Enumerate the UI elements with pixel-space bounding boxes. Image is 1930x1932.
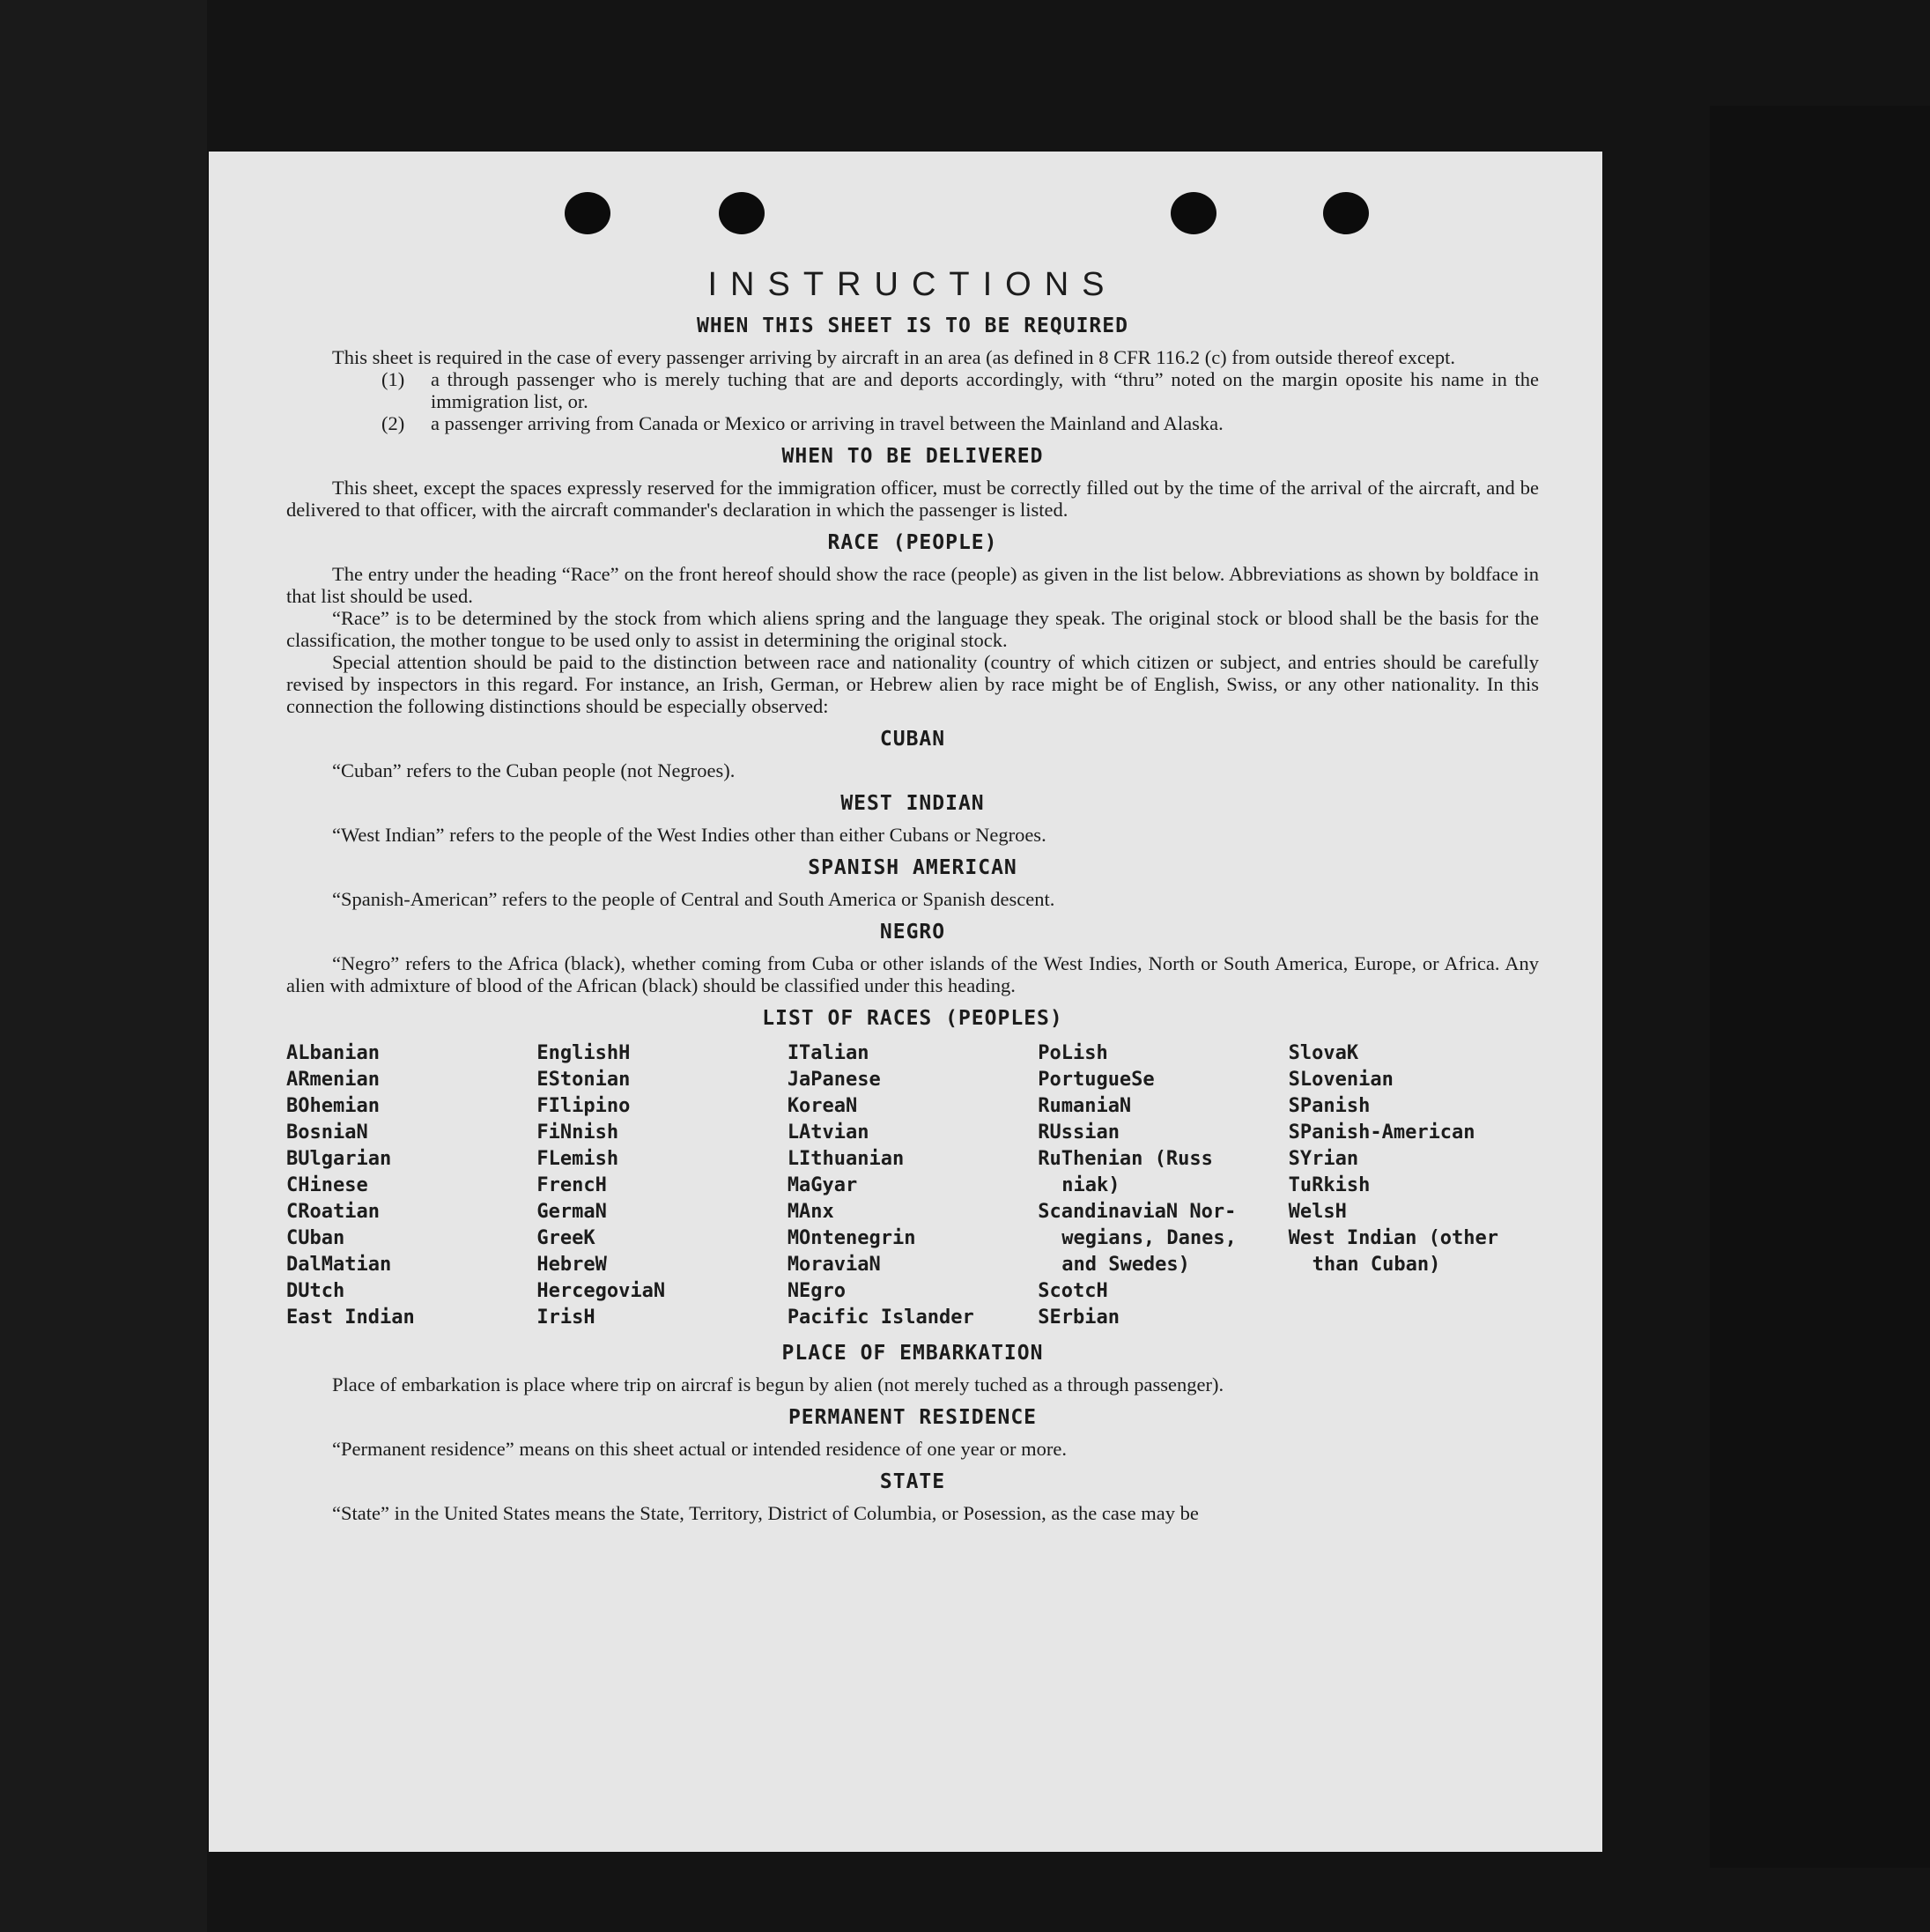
cuban-text: “Cuban” refers to the Cuban people (not Negroes). <box>332 759 736 781</box>
race-column <box>788 1040 1038 1331</box>
race-item: RumaniaN <box>1038 1095 1132 1117</box>
scan-background-right <box>1710 106 1930 1868</box>
race-item: BUlgarian <box>286 1148 392 1170</box>
race-item: CUban <box>286 1227 345 1249</box>
punch-hole <box>565 192 610 234</box>
race-item: RuThenian (Russ <box>1038 1148 1213 1170</box>
negro-text: “Negro” refers to the Africa (black), whether coming from Cuba or other islands of the West Indies, North or South America, Europe, or Africa. Any alien with admixture of blood of the African (black) should be classified under this heading. <box>286 952 1539 996</box>
exception-number: (2) <box>381 412 405 434</box>
heading-cuban: CUBAN <box>879 728 946 751</box>
race-item: Pacific Islander <box>787 1307 974 1329</box>
punch-hole <box>719 192 765 234</box>
race-item: FLemish <box>536 1148 619 1170</box>
race-item: West Indian (other <box>1288 1227 1499 1249</box>
race-list <box>286 1040 1539 1331</box>
race-item: HercegoviaN <box>536 1280 666 1302</box>
heading-embarkation: PLACE OF EMBARKATION <box>781 1342 1044 1365</box>
race-item: MOntenegrin <box>787 1227 916 1249</box>
race-item: EStonian <box>536 1069 631 1091</box>
race-item: SLovenian <box>1288 1069 1394 1091</box>
race-item: EnglishH <box>536 1042 631 1064</box>
race-item: ITalian <box>787 1042 869 1064</box>
race-item: SPanish <box>1288 1095 1371 1117</box>
heading-delivered: WHEN TO BE DELIVERED <box>781 445 1044 468</box>
race-item: PortugueSe <box>1038 1069 1155 1091</box>
race-item: East Indian <box>286 1307 415 1329</box>
exception-text: a through passenger who is merely tuching that are and deports accordingly, with “thru” noted on the margin oposite his name in the immigration list, or. <box>431 368 1539 412</box>
race-item: FrencH <box>536 1174 607 1196</box>
heading-state: STATE <box>879 1470 946 1493</box>
race-item: IrisH <box>536 1307 595 1329</box>
west-indian-text: “West Indian” refers to the people of the West Indies other than either Cubans or Negroes. <box>332 824 1046 846</box>
race-item: CRoatian <box>286 1201 380 1223</box>
race-item: ScotcH <box>1038 1280 1108 1302</box>
exception-text: a passenger arriving from Canada or Mexico or arriving in travel between the Mainland and Alaska. <box>431 412 1224 434</box>
race-column <box>1289 1040 1539 1331</box>
race-column <box>536 1040 787 1331</box>
spanish-american-text: “Spanish-American” refers to the people of Central and South America or Spanish descent. <box>332 888 1055 910</box>
race-item: wegians, Danes, <box>1061 1227 1237 1249</box>
race-item: and Swedes) <box>1061 1254 1190 1276</box>
race-item: NEgro <box>787 1280 847 1302</box>
race-item: TuRkish <box>1288 1174 1371 1196</box>
heading-required: WHEN THIS SHEET IS TO BE REQUIRED <box>697 315 1128 337</box>
race-item: LIthuanian <box>787 1148 905 1170</box>
race-item: MAnx <box>787 1201 834 1223</box>
race-item: SErbian <box>1038 1307 1120 1329</box>
punch-hole <box>1171 192 1216 234</box>
heading-west-indian: WEST INDIAN <box>840 792 985 815</box>
race-item: WelsH <box>1288 1201 1347 1223</box>
punch-hole <box>1323 192 1369 234</box>
race-item: DUtch <box>286 1280 345 1302</box>
race-item: JaPanese <box>787 1069 881 1091</box>
race-item: FiNnish <box>536 1121 619 1144</box>
instructions-content <box>286 266 1539 1524</box>
page-title: INSTRUCTIONS <box>707 266 1118 303</box>
race-item: HebreW <box>536 1254 607 1276</box>
exception-item <box>381 412 1539 434</box>
race-item: BOhemian <box>286 1095 380 1117</box>
race-item: GreeK <box>536 1227 595 1249</box>
heading-negro: NEGRO <box>879 921 946 944</box>
heading-spanish-american: SPANISH AMERICAN <box>808 856 1017 879</box>
race-item: SYrian <box>1288 1148 1359 1170</box>
delivered-text: This sheet, except the spaces expressly reserved for the immigration officer, must be correctly filled out by the time of the arrival of the aircraft, and be delivered to that officer, with the aircraft commander's declaration in which the passenger is listed. <box>286 477 1539 521</box>
heading-race: RACE (PEOPLE) <box>827 531 998 554</box>
required-intro: This sheet is required in the case of every passenger arriving by aircraft in an area (as defined in 8 CFR 116.2 (c) from outside thereof except. <box>332 346 1455 368</box>
race-item: PoLish <box>1038 1042 1108 1064</box>
race-item: KoreaN <box>787 1095 858 1117</box>
race-item: RUssian <box>1038 1121 1120 1144</box>
race-item: than Cuban) <box>1312 1254 1441 1276</box>
scan-background-left <box>0 0 207 1932</box>
race-item: MoraviaN <box>787 1254 881 1276</box>
document-page <box>209 152 1602 1852</box>
race-item: DalMatian <box>286 1254 392 1276</box>
heading-list-of-races: LIST OF RACES (PEOPLES) <box>762 1007 1063 1030</box>
race-paragraph-3: Special attention should be paid to the distinction between race and nationality (country of which citizen or subject, and entries should be carefully revised by inspectors in this regard. For instance, an Irish, German, or Hebrew alien by race might be of English, Swiss, or any other nationality. In this connection the following distinctions should be especially observed: <box>286 651 1539 717</box>
race-item: GermaN <box>536 1201 607 1223</box>
race-item: ScandinaviaN Nor- <box>1038 1201 1237 1223</box>
race-item: SlovaK <box>1288 1042 1359 1064</box>
race-item: FIlipino <box>536 1095 631 1117</box>
exception-item <box>381 368 1539 412</box>
embarkation-text: Place of embarkation is place where trip on aircraf is begun by alien (not merely tuched as a through passenger). <box>332 1373 1224 1395</box>
race-paragraph-1: The entry under the heading “Race” on the front hereof should show the race (people) as given in the list below. Abbreviations as shown by boldface in that list should be used. <box>286 563 1539 607</box>
race-item: ARmenian <box>286 1069 380 1091</box>
race-item: ALbanian <box>286 1042 380 1064</box>
race-item: BosniaN <box>286 1121 368 1144</box>
heading-residence: PERMANENT RESIDENCE <box>788 1406 1038 1429</box>
state-text: “State” in the United States means the State, Territory, District of Columbia, or Posession, as the case may be <box>332 1502 1199 1524</box>
race-column <box>1038 1040 1288 1331</box>
residence-text: “Permanent residence” means on this sheet actual or intended residence of one year or more. <box>332 1438 1068 1460</box>
race-item: CHinese <box>286 1174 368 1196</box>
race-paragraph-2: “Race” is to be determined by the stock from which aliens spring and the language they speak. The original stock or blood shall be the basis for the classification, the mother tongue to be used only to assist in determining the original stock. <box>286 607 1539 651</box>
race-item: MaGyar <box>787 1174 858 1196</box>
race-item: SPanish-American <box>1288 1121 1475 1144</box>
race-column <box>286 1040 536 1331</box>
exception-number: (1) <box>381 368 405 390</box>
race-item: LAtvian <box>787 1121 869 1144</box>
race-item: niak) <box>1061 1174 1120 1196</box>
